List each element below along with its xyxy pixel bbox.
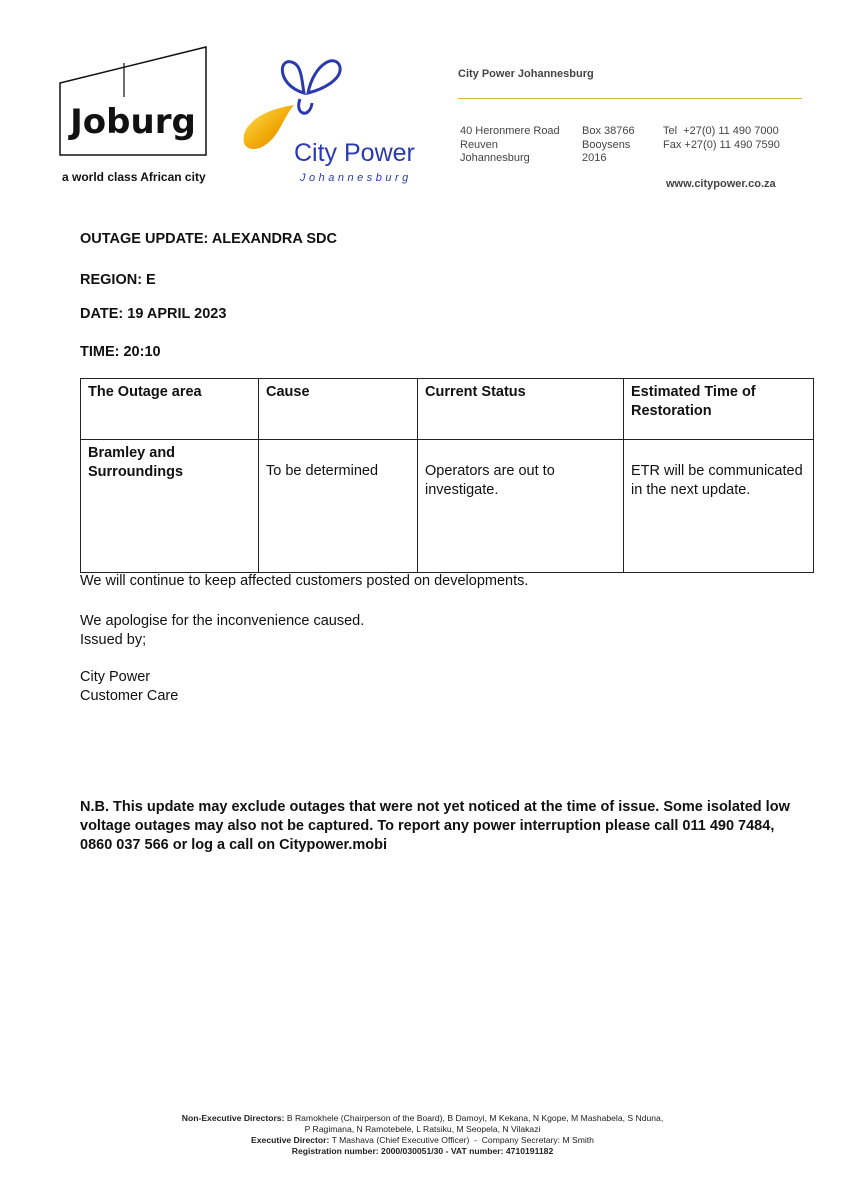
continue-text: We will continue to keep affected customers posted on developments.: [80, 573, 529, 589]
cell-etr: ETR will be communicated in the next update.: [624, 440, 814, 573]
table-row: [81, 440, 814, 573]
box-line: Box 38766: [582, 125, 635, 137]
address-line: Reuven: [460, 138, 498, 151]
ned-label: Non-Executive Directors:: [181, 1113, 285, 1123]
letterhead-po-box: [582, 125, 635, 166]
letterhead-phone: [663, 125, 780, 152]
ned-names-2: P Ragimana, N Ramotebele, L Ratsiku, M Seopela, N Vilakazi: [304, 1124, 541, 1134]
ned-names-1: B Ramokhele (Chairperson of the Board), B Damoyi, M Kekana, N Kgope, M Mashabela, S Nduna,: [286, 1113, 664, 1123]
header-current-status: Current Status: [418, 379, 624, 440]
cell-status: Operators are out to investigate.: [418, 440, 624, 573]
outage-title: OUTAGE UPDATE: ALEXANDRA SDC: [80, 231, 337, 247]
city-power-wordmark: City Power: [294, 139, 415, 167]
city-power-subtitle: Johannesburg: [300, 172, 412, 184]
joburg-logo: [58, 45, 208, 157]
letterhead-company: City Power Johannesburg: [458, 68, 594, 80]
address-line: 40 Heronmere Road: [460, 125, 560, 137]
exec-value: T Mashava (Chief Executive Officer) - Company Secretary: M Smith: [331, 1135, 594, 1145]
apology-text: We apologise for the inconvenience caused.: [80, 613, 365, 629]
header-etr: Estimated Time of Restoration: [624, 379, 814, 440]
nb-notice: N.B. This update may exclude outages that were not yet noticed at the time of issue. Some isolated low voltage outages may also not be captured. To report any power interruption please call 011 490 7484, 0860 037 566 or log a call on Citypower.mobi: [80, 799, 790, 853]
time-field: TIME: 20:10: [80, 344, 161, 360]
footer-reg-line: Registration number: 2000/030051/30 - VAT number: 4710191182: [291, 1146, 554, 1156]
header-outage-area: The Outage area: [81, 379, 259, 440]
vat-value: 4710191182: [505, 1146, 554, 1156]
box-line: 2016: [582, 152, 607, 164]
issuer-org: City Power: [80, 669, 151, 685]
letterhead-website: www.citypower.co.za: [666, 178, 776, 190]
footer: [0, 1113, 845, 1157]
issuer-department: Customer Care: [80, 688, 179, 704]
footer-ned-line1: [0, 1113, 845, 1124]
vat-label: VAT number:: [450, 1146, 504, 1156]
city-power-logo: [236, 45, 436, 185]
joburg-tagline: a world class African city: [62, 170, 206, 184]
letterhead-divider: [458, 98, 802, 99]
joburg-wordmark: Joburg: [70, 102, 196, 142]
exec-label: Executive Director:: [251, 1135, 330, 1145]
header-cause: Cause: [259, 379, 418, 440]
reg-label: Registration number:: [291, 1146, 379, 1156]
cell-cause: To be determined: [259, 440, 418, 573]
energy-drop-icon: [244, 105, 294, 149]
outage-table: [80, 378, 814, 573]
fax-line: Fax +27(0) 11 490 7590: [663, 138, 780, 151]
tel-line: Tel +27(0) 11 490 7000: [663, 125, 779, 137]
footer-exec-line: [0, 1135, 845, 1146]
table-header-row: [81, 379, 814, 440]
butterfly-icon: [282, 61, 340, 113]
box-line: Booysens: [582, 138, 631, 151]
reg-value: 2000/030051/30: [381, 1146, 444, 1156]
address-line: Johannesburg: [460, 152, 530, 164]
letterhead-address: [460, 125, 560, 166]
date-field: DATE: 19 APRIL 2023: [80, 306, 227, 322]
issued-by-text: Issued by;: [80, 632, 147, 648]
cell-area: Bramley and Surroundings: [81, 440, 259, 573]
region-field: REGION: E: [80, 272, 156, 288]
